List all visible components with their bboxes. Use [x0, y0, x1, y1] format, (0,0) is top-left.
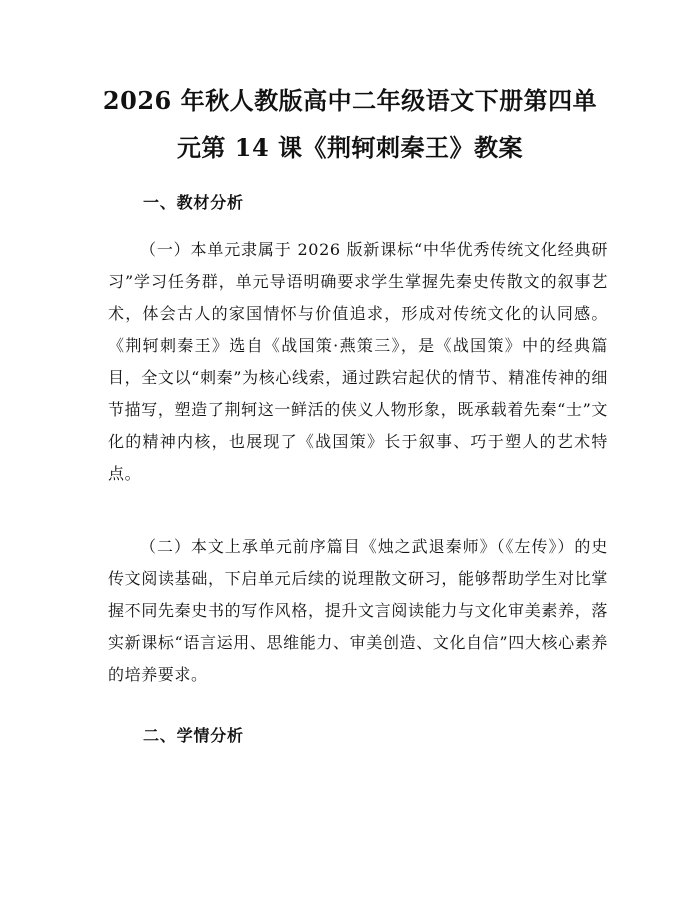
document-title-line-1: 2026 年秋人教版高中二年级语文下册第四单 — [102, 86, 598, 115]
document-title-line-2: 元第 14 课《荆轲刺秦王》教案 — [176, 133, 524, 162]
section-heading-learner-analysis: 二、学情分析 — [143, 726, 244, 745]
section-heading-textbook-analysis: 一、教材分析 — [143, 193, 244, 212]
paragraph-unit-overview: （一）本单元隶属于 2026 版新课标“中华优秀传统文化经典研习”学习任务群，单元导语明确要求学生掌握先秦史传散文的叙事艺术，体会古人的家国情怀与价值追求，形成对传统文化的认同感。《荆轲刺秦王》选自《战国策·燕策三》，是《战国策》中的经典篇目，全文以“刺秦”为核心线索，通过跌宕起伏的情节、精准传神的细节描写，塑造了荆轲这一鲜活的侠义人物形象，既承载着先秦“士”文化的精神内核，也展现了《战国策》长于叙事、巧于塑人的艺术特点。 — [108, 240, 608, 483]
paragraph-text-position: （二）本文上承单元前序篇目《烛之武退秦师》（《左传》）的史传文阅读基础，下启单元后续的说理散文研习，能够帮助学生对比掌握不同先秦史书的写作风格，提升文言阅读能力与文化审美素养，落实新课标“语言运用、思维能力、审美创造、文化自信”四大核心素养的培养要求。 — [108, 537, 608, 684]
